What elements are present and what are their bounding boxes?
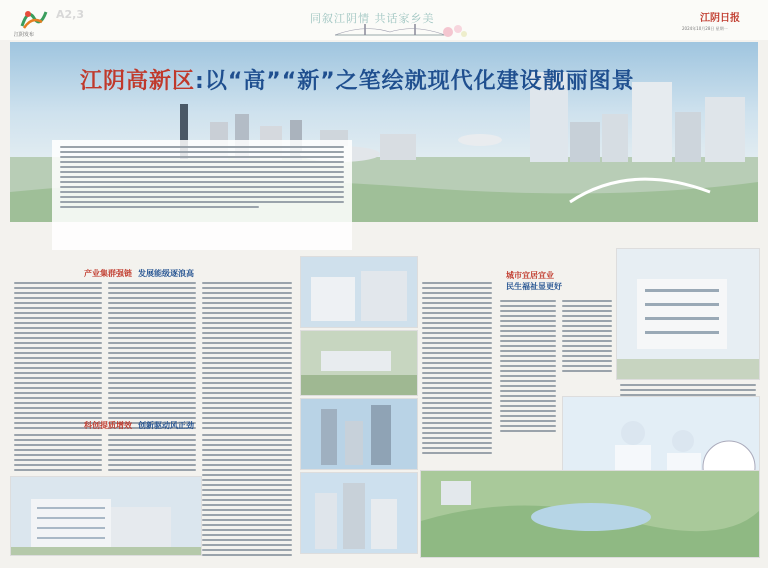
article-column — [202, 434, 292, 559]
header-slogan: 同叙江阴情 共话家乡美 — [310, 12, 435, 25]
bridge-icon — [335, 22, 445, 38]
page-header — [0, 0, 768, 40]
article-column — [14, 282, 102, 432]
page-title — [80, 64, 635, 95]
intro-paragraph — [52, 140, 352, 250]
date-line: 2024年10月28日 星期一 — [682, 26, 728, 31]
intro-text-lines — [60, 146, 344, 211]
jiangyin-logo-icon — [18, 6, 48, 32]
title-rest: :以“高”“新”之笔绘就现代化建设靓丽图景 — [195, 69, 635, 94]
article-column — [562, 300, 612, 375]
section-heading-innovation: 科创提质增效 创新驱动风正劲 — [84, 421, 194, 430]
page-number: A2,3 — [56, 8, 84, 21]
modern-factory-photo — [616, 248, 760, 380]
article-column — [500, 300, 556, 435]
title-highlight: 江阴高新区 — [80, 69, 196, 94]
article-column — [14, 434, 102, 474]
section-heading-industry: 产业集群强链 发展能级逐浪高 — [84, 269, 194, 278]
factory-building-photo — [300, 256, 418, 328]
article-column — [108, 282, 196, 432]
article-column — [108, 434, 196, 474]
logo-caption: 江阴发布 — [14, 32, 35, 38]
high-rise-photo — [300, 398, 418, 470]
paper-name: 江阴日报 — [700, 13, 740, 24]
city-park-aerial-photo — [420, 470, 760, 558]
article-column — [202, 282, 292, 432]
flower-icon — [440, 22, 470, 40]
research-building-photo — [10, 476, 202, 556]
office-towers-photo — [300, 472, 418, 554]
article-column — [422, 282, 492, 457]
industrial-park-photo — [300, 330, 418, 396]
section-heading-livability: 城市宜居宜业 民生福祉显更好 — [506, 271, 562, 291]
